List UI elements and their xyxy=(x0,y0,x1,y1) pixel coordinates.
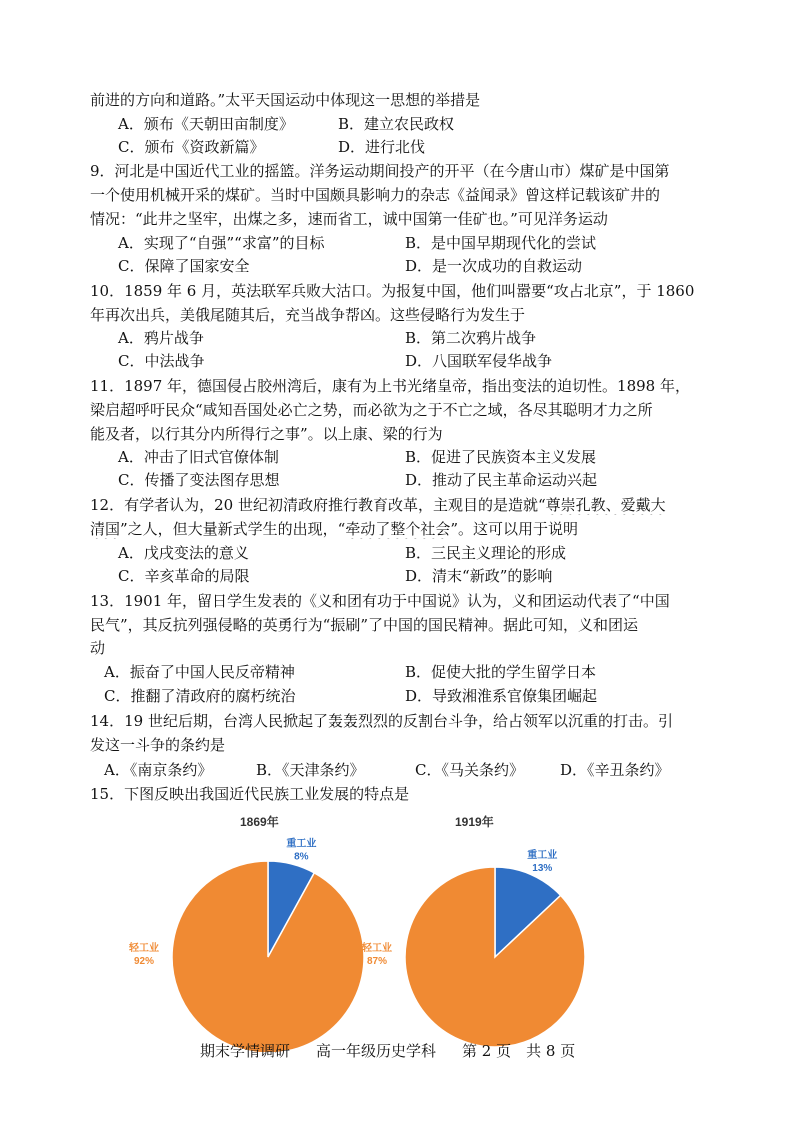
q12-line-1 xyxy=(90,495,710,515)
q12-line-2-post: ”。这可以用于说明 xyxy=(450,520,579,538)
q8-option-d: D．进行北伐 xyxy=(338,138,426,156)
q12-line-2 xyxy=(90,519,710,539)
q14-line-1: 14．19 世纪后期，台湾人民掀起了轰轰烈烈的反割台斗争，给占领军以沉重的打击。引 xyxy=(90,712,673,730)
q11-option-c: C．传播了变法图存思想 xyxy=(118,471,280,489)
pie-label-1-1: 轻工业 87% xyxy=(362,943,392,967)
pie-label-0-1: 轻工业 92% xyxy=(129,943,159,967)
q13-line-3: 动 xyxy=(90,639,106,657)
q8-option-c: C．颁布《资政新篇》 xyxy=(118,138,265,156)
q13-option-c: C．推翻了清政府的腐朽统治 xyxy=(104,687,296,705)
q12-line-1-text: 12．有学者认为，20 世纪初清政府推行教育改革，主观目的是造就“ xyxy=(90,496,546,514)
q14-line-2: 发这一斗争的条约是 xyxy=(90,736,226,754)
q12-wavy-quote-1: 尊崇孔教、爱戴大 xyxy=(545,496,666,514)
q12-option-d: D．清末“新政”的影响 xyxy=(405,567,553,585)
q12-option-c: C．辛亥革命的局限 xyxy=(118,567,250,585)
q14-option-a: A．《南京条约》 xyxy=(104,761,213,779)
q10-line-2: 年再次出兵，美俄尾随其后，充当战争帮凶。这些侵略行为发生于 xyxy=(90,306,526,324)
q10-option-b: B．第二次鸦片战争 xyxy=(405,329,537,347)
q10-option-c: C．中法战争 xyxy=(118,352,205,370)
pie-charts-svg xyxy=(120,812,600,1052)
q13-option-d: D．导致湘淮系官僚集团崛起 xyxy=(405,687,598,705)
q10-option-d: D．八国联军侵华战争 xyxy=(405,352,553,370)
q10-option-a: A．鸦片战争 xyxy=(118,329,204,347)
pie-slice-0-1 xyxy=(172,861,364,1052)
q15-stem: 15．下图反映出我国近代民族工业发展的特点是 xyxy=(90,785,410,803)
q13-option-a: A．振奋了中国人民反帝精神 xyxy=(104,663,295,681)
q14-option-d: D．《辛丑条约》 xyxy=(560,761,670,779)
q13-option-b: B．促使大批的学生留学日本 xyxy=(405,663,597,681)
q15-pie-charts xyxy=(120,812,600,1052)
q8-stem-tail: 前进的方向和道路。”太平天国运动中体现这一思想的举措是 xyxy=(90,91,481,109)
q12-option-a: A．戊戌变法的意义 xyxy=(118,544,249,562)
q13-line-2: 民气”，其反抗列强侵略的英勇行为“振刷”了中国的国民精神。据此可知，义和团运 xyxy=(90,616,639,634)
q9-option-b: B．是中国早期现代化的尝试 xyxy=(405,234,597,252)
q12-wavy-quote-1b: 清国 xyxy=(90,520,121,538)
q11-line-2: 梁启超呼吁民众“咸知吾国处必亡之势，而必欲为之于不亡之域，各尽其聪明才力之所 xyxy=(90,401,653,419)
q9-line-1: 9．河北是中国近代工业的摇篮。洋务运动期间投产的开平（在今唐山市）煤矿是中国第 xyxy=(90,162,670,180)
q8-option-b: B．建立农民政权 xyxy=(338,115,455,133)
q9-line-3: 情况：“此井之坚牢，出煤之多，速而省工，诚中国第一佳矿也。”可见洋务运动 xyxy=(90,210,608,228)
q10-line-1: 10．1859 年 6 月，英法联军兵败大沽口。为报复中国，他们叫嚣要“攻占北京”，于 1860 xyxy=(90,282,695,300)
footer-subject: 高一年级历史学科 xyxy=(316,1042,437,1060)
q11-option-b: B．促进了民族资本主义发展 xyxy=(405,448,597,466)
q13-line-1: 13．1901 年，留日学生发表的《义和团有功于中国说》认为，义和团运动代表了“中国 xyxy=(90,592,670,610)
q9-option-d: D．是一次成功的自救运动 xyxy=(405,257,583,275)
footer-page-number: 第 2 页 共 8 页 xyxy=(462,1042,576,1060)
q11-option-a: A．冲击了旧式官僚体制 xyxy=(118,448,279,466)
q12-line-2-mid: ”之人，但大量新式学生的出现，“ xyxy=(120,520,346,538)
q11-line-1: 11．1897 年，德国侵占胶州湾后，康有为上书光绪皇帝，指出变法的迫切性。1898 年， xyxy=(90,377,690,395)
page-footer xyxy=(200,1040,601,1061)
q11-line-3: 能及者，以行其分内所得行之事”。以上康、梁的行为 xyxy=(90,425,443,443)
pie-label-0-0: 重工业 8% xyxy=(286,838,317,863)
q14-option-c: C．《马关条约》 xyxy=(415,761,524,779)
q9-line-2: 一个使用机械开采的煤矿。当时中国颇具影响力的杂志《益闻录》曾这样记载该矿井的 xyxy=(90,186,661,204)
q11-option-d: D．推动了民主革命运动兴起 xyxy=(405,471,598,489)
footer-exam-name: 期末学情调研 xyxy=(200,1042,291,1060)
q9-option-c: C．保障了国家安全 xyxy=(118,257,250,275)
q8-option-a: A．颁布《天朝田亩制度》 xyxy=(118,115,294,133)
pie-title-0: 1869年 xyxy=(240,815,279,829)
q14-option-b: B．《天津条约》 xyxy=(256,761,365,779)
q12-option-b: B．三民主义理论的形成 xyxy=(405,544,567,562)
q9-option-a: A．实现了“自强”“求富”的目标 xyxy=(118,234,325,252)
pie-label-1-0: 重工业 13% xyxy=(527,850,558,875)
q12-wavy-quote-2: 牵动了整个社会 xyxy=(345,520,451,538)
pie-title-1: 1919年 xyxy=(455,815,494,829)
